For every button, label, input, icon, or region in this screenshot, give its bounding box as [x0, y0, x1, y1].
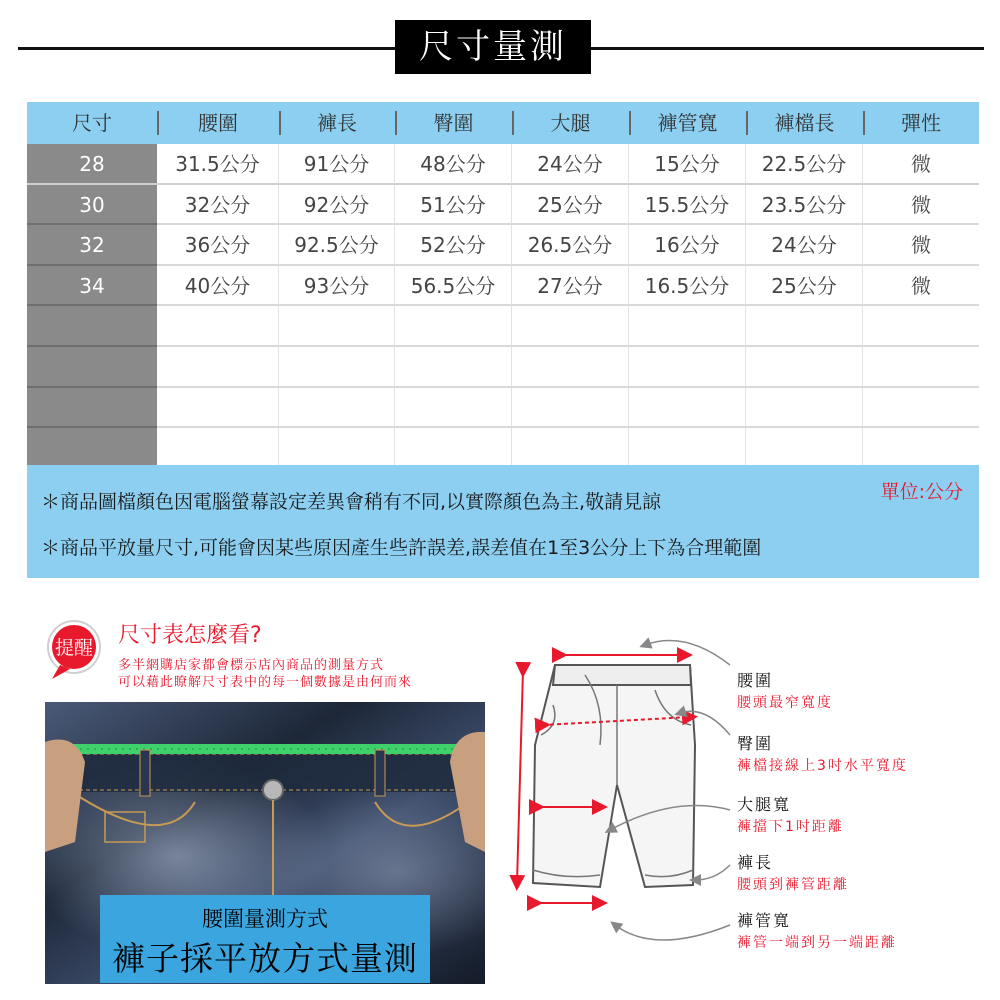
measure-name: 臀圍	[737, 734, 774, 753]
column-header: 臀圍	[395, 102, 512, 144]
measure-name: 大腿寬	[737, 795, 792, 814]
note-tolerance: ＊商品平放量尺寸,可能會因某些原因產生些許誤差,誤差值在1至3公分上下為合理範圍	[41, 537, 762, 559]
size-cell: 28	[27, 144, 157, 185]
table-cell: 36公分	[157, 225, 279, 266]
measure-label-hip	[737, 731, 908, 775]
table-cell	[395, 347, 512, 388]
table-cell: 微	[863, 185, 979, 226]
reminder-badge-icon	[40, 617, 114, 681]
table-cell: 32公分	[157, 185, 279, 226]
table-cell	[746, 347, 863, 388]
size-cell: 32	[27, 225, 157, 266]
table-cell: 52公分	[395, 225, 512, 266]
table-row	[27, 144, 979, 185]
measure-label-waist	[737, 668, 833, 712]
table-cell	[279, 306, 395, 347]
table-cell: 92公分	[279, 185, 395, 226]
table-cell	[746, 306, 863, 347]
table-cell: 26.5公分	[512, 225, 629, 266]
table-cell	[863, 306, 979, 347]
table-cell: 15公分	[629, 144, 746, 185]
table-cell: 25公分	[512, 185, 629, 226]
table-cell: 16公分	[629, 225, 746, 266]
note-color: ＊商品圖檔顏色因電腦螢幕設定差異會稍有不同,以實際顏色為主,敬請見諒	[41, 491, 662, 513]
reminder-badge-text: 提醒	[54, 637, 94, 659]
table-cell	[863, 388, 979, 429]
table-cell	[512, 388, 629, 429]
table-cell: 40公分	[157, 266, 279, 307]
table-body	[27, 144, 979, 469]
page-title: 尺寸量測	[395, 20, 591, 74]
table-cell: 15.5公分	[629, 185, 746, 226]
measure-desc: 褲擋下1吋距離	[737, 819, 844, 835]
column-header: 褲檔長	[746, 102, 863, 144]
measure-label-thigh	[737, 792, 844, 836]
table-cell	[629, 428, 746, 469]
table-cell	[629, 306, 746, 347]
table-row	[27, 428, 979, 469]
table-cell	[279, 388, 395, 429]
table-cell: 48公分	[395, 144, 512, 185]
table-cell: 微	[863, 144, 979, 185]
table-row	[27, 225, 979, 266]
size-cell	[27, 347, 157, 388]
table-cell: 24公分	[512, 144, 629, 185]
table-cell: 22.5公分	[746, 144, 863, 185]
measure-label-hem	[737, 908, 897, 952]
table-cell	[157, 388, 279, 429]
table-cell	[279, 428, 395, 469]
table-cell: 51公分	[395, 185, 512, 226]
table-cell	[512, 306, 629, 347]
table-cell	[629, 347, 746, 388]
measure-desc: 腰頭最窄寬度	[737, 695, 833, 711]
caption-small: 腰圍量測方式	[202, 907, 328, 931]
table-cell	[863, 428, 979, 469]
reminder-line: 多半網購店家都會標示店內商品的測量方式	[118, 658, 385, 673]
column-header: 褲管寬	[629, 102, 746, 144]
measure-desc: 褲檔接線上3吋水平寬度	[737, 758, 908, 774]
pants-measure-diagram	[505, 625, 735, 970]
table-cell: 24公分	[746, 225, 863, 266]
size-cell	[27, 306, 157, 347]
table-cell: 27公分	[512, 266, 629, 307]
measure-name: 褲長	[737, 853, 774, 872]
table-cell: 微	[863, 225, 979, 266]
table-cell: 91公分	[279, 144, 395, 185]
table-cell	[746, 428, 863, 469]
table-row	[27, 347, 979, 388]
table-cell	[395, 388, 512, 429]
size-cell	[27, 388, 157, 429]
size-table	[27, 102, 979, 469]
measure-desc: 褲管一端到另一端距離	[737, 935, 897, 951]
table-cell	[395, 306, 512, 347]
measure-name: 褲管寬	[737, 911, 792, 930]
reminder-title: 尺寸表怎麼看?	[118, 623, 262, 648]
table-row	[27, 388, 979, 429]
table-cell: 16.5公分	[629, 266, 746, 307]
column-header: 腰圍	[157, 102, 279, 144]
table-row	[27, 266, 979, 307]
table-cell	[863, 347, 979, 388]
unit-label: 單位:公分	[880, 481, 963, 503]
size-cell	[27, 428, 157, 469]
notes-band	[27, 465, 979, 578]
table-row	[27, 185, 979, 226]
column-header: 褲長	[279, 102, 395, 144]
table-cell	[746, 388, 863, 429]
column-header: 大腿	[512, 102, 629, 144]
table-header	[27, 102, 979, 144]
table-cell: 25公分	[746, 266, 863, 307]
table-cell: 93公分	[279, 266, 395, 307]
table-cell	[629, 388, 746, 429]
size-cell: 30	[27, 185, 157, 226]
column-header: 尺寸	[72, 111, 112, 135]
table-row	[27, 306, 979, 347]
measure-desc: 腰頭到褲管距離	[737, 877, 849, 893]
table-cell: 微	[863, 266, 979, 307]
table-cell: 31.5公分	[157, 144, 279, 185]
table-cell	[157, 306, 279, 347]
table-cell	[279, 347, 395, 388]
reminder-line: 可以藉此瞭解尺寸表中的每一個數據是由何而來	[118, 675, 413, 690]
table-cell	[157, 428, 279, 469]
photo-caption	[100, 895, 430, 983]
table-cell: 92.5公分	[279, 225, 395, 266]
measure-name: 腰圍	[737, 671, 774, 690]
table-cell	[512, 347, 629, 388]
table-cell	[395, 428, 512, 469]
table-cell: 56.5公分	[395, 266, 512, 307]
size-cell: 34	[27, 266, 157, 307]
table-cell	[157, 347, 279, 388]
column-header: 彈性	[863, 102, 979, 144]
measure-label-length	[737, 850, 849, 894]
table-cell: 23.5公分	[746, 185, 863, 226]
table-cell	[512, 428, 629, 469]
caption-large: 褲子採平放方式量測	[112, 939, 418, 978]
